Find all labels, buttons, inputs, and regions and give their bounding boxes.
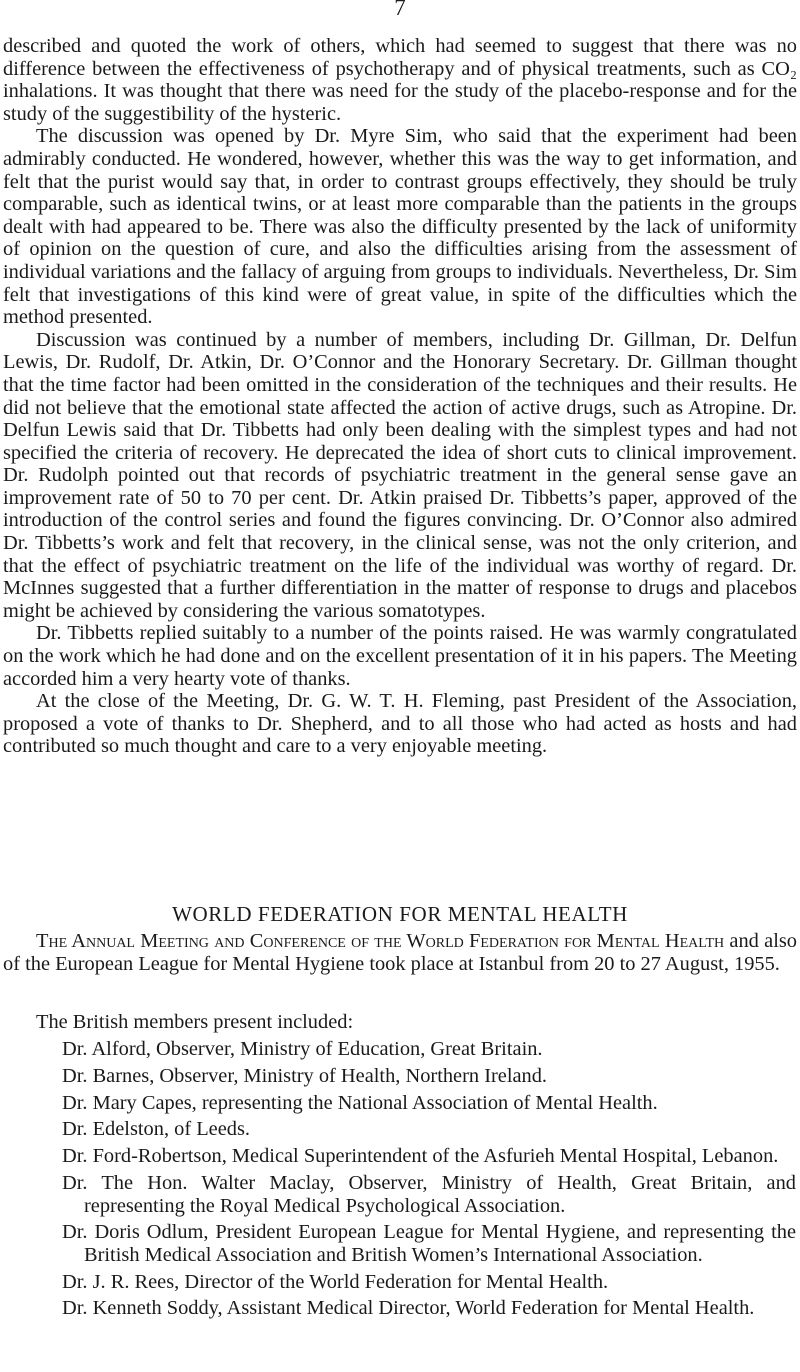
paragraph: Discussion was continued by a number of members, including Dr. Gillman, Dr. Delfun Lewis, Dr. Rudolf, Dr. Atkin, Dr. O’Connor and the Honorary Secretary. Dr. Gillman thought that the time factor had been omitted in the consideration of the techniques and their results. He did not believe that the emotional state affected the action of active drugs, such as Atropine. Dr. Delfun Lewis said that Dr. Tibbetts had only been dealing with the simplest types and had not specified the criteria of recovery. He deprecated the idea of short cuts to clinical improvement. Dr. Rudolph pointed out that records of psychiatric treatment in the general sense gave an improvement rate of 50 to 70 per cent. Dr. Atkin praised Dr. Tibbetts’s paper, approved of the introduction of the control series and found the figures convincing. Dr. O’Connor also admired Dr. Tibbetts’s work and felt that recovery, in the clinical sense, was not the only criterion, and that the effect of psychiatric treatment on the life of the individual was worthy of regard. Dr. McInnes suggested that a further differentiation in the matter of response to drugs and placebos might be achieved by considering the various somatotypes. (3, 328, 797, 622)
paragraph: At the close of the Meeting, Dr. G. W. T. H. Fleming, past President of the Association, proposed a vote of thanks to Dr. Shepherd, and to all those who had acted as hosts and had contributed so much thought and care to a very enjoyable meeting. (3, 690, 797, 758)
paragraph: Dr. Tibbetts replied suitably to a number of the points raised. He was warmly congratulated on the work which he had done and on the excellent presentation of it in his papers. The Meeting accorded him a very hearty vote of thanks. (3, 622, 797, 690)
paragraph: The discussion was opened by Dr. Myre Sim, who said that the experiment had been admirably conducted. He wondered, however, whether this was the way to get information, and felt that the purist would say that, in order to contrast groups effectively, they should be truly comparable, such as identical twins, or at least more comparable than the patients in the groups dealt with had appeared to be. There was also the difficulty presented by the lack of uniformity of opinion on the question of cure, and also the difficulties arising from the assessment of individual variations and the fallacy of arguing from groups to individuals. Nevertheless, Dr. Sim felt that investigations of this kind were of great value, in spite of the difficulties which the method presented. (3, 125, 797, 329)
discussion-text (3, 35, 797, 758)
list-item: Dr. Edelston, of Leeds. (62, 1118, 251, 1141)
list-item: Dr. Kenneth Soddy, Assistant Medical Director, World Federation for Mental Health. (62, 1297, 755, 1320)
section-heading: WORLD FEDERATION FOR MENTAL HEALTH (172, 902, 628, 926)
list-item: Dr. Ford-Robertson, Medical Superintendent of the Asfurieh Mental Hospital, Lebanon. (62, 1145, 779, 1168)
list-item: Dr. The Hon. Walter Maclay, Observer, Ministry of Health, Great Britain, and representing the Royal Medical Psychological Association. (62, 1171, 796, 1217)
intro-smallcaps: The Annual Meeting and Conference of the World Federation for Mental Health (36, 930, 725, 952)
members-intro: The British members present included: (36, 1011, 354, 1033)
paragraph: described and quoted the work of others, which had seemed to suggest that there was no difference between the effectiveness of psychotherapy and of physical treatments, such as CO₂ inhalations. It was thought that there was need for the study of the placebo-response and for the study of the suggestibility of the hysteric. (3, 35, 797, 125)
wfmh-intro-paragraph (3, 930, 797, 975)
list-item: Dr. Alford, Observer, Ministry of Education, Great Britain. (62, 1038, 543, 1060)
intro-rest: and also of the European League for Mental Hygiene took place at Istanbul from 20 to 27 August, 1955. (3, 930, 797, 975)
list-item: Dr. Doris Odlum, President European League for Mental Hygiene, and representing the British Medical Association and British Women’s International Association. (62, 1221, 796, 1266)
list-item: Dr. Mary Capes, representing the National Association of Mental Health. (62, 1091, 658, 1114)
wfmh-intro (3, 930, 797, 975)
list-item: Dr. Barnes, Observer, Ministry of Health, Northern Ireland. (62, 1064, 548, 1087)
members-list (62, 1038, 796, 1324)
list-item: Dr. J. R. Rees, Director of the World Federation for Mental Health. (62, 1270, 609, 1293)
page-number: 7 (394, 0, 406, 20)
